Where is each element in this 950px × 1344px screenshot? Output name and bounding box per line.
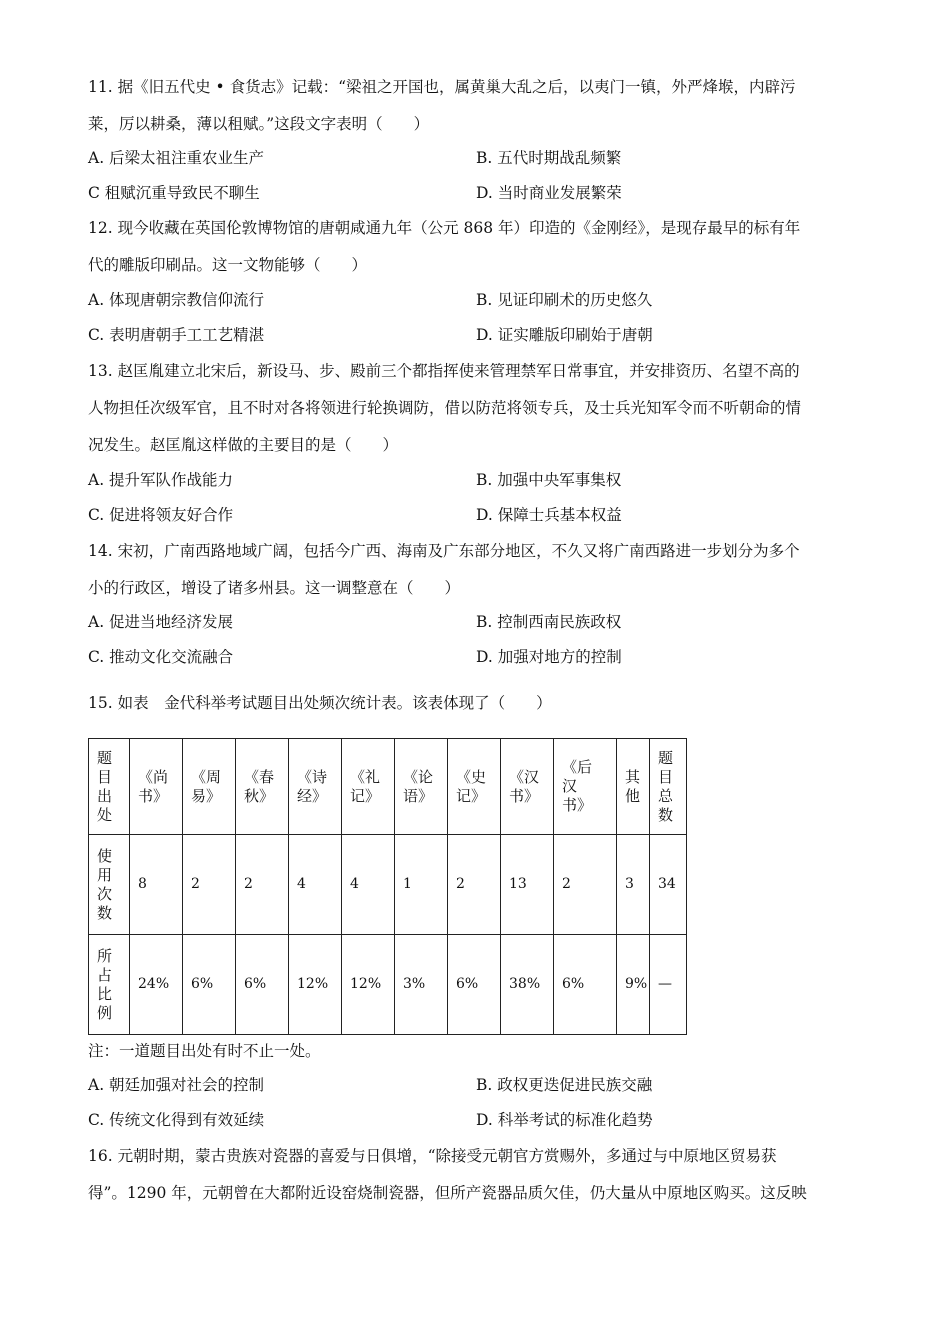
table-row-label: 所占比例 [97, 946, 113, 1022]
table-cell: 9% [617, 935, 650, 1035]
table-cell: 12% [289, 935, 342, 1035]
q11-option-c: C 租赋沉重导致民不聊生 [88, 184, 260, 202]
table-header-row [89, 739, 687, 835]
table-cell: 4 [342, 835, 395, 935]
table-cell: 38% [501, 935, 554, 1035]
table-header-cell: 《诗经》 [297, 767, 328, 805]
table-header-cell: 《春秋》 [244, 767, 275, 805]
table-cell: 2 [554, 835, 617, 935]
q13-option-c: C. 促进将领友好合作 [88, 506, 234, 524]
q12-option-a: A. 体现唐朝宗教信仰流行 [88, 291, 265, 309]
q11-option-a: A. 后梁太祖注重农业生产 [88, 149, 265, 167]
table-header-cell: 题目出处 [97, 748, 113, 824]
table-cell: 3% [395, 935, 448, 1035]
table-row-usage [89, 835, 687, 935]
q14-stem-line1: 14. 宋初，广南西路地域广阔，包括今广西、海南及广东部分地区，不久又将广南西路进一步划分为多个 [88, 542, 800, 560]
q11-option-d: D. 当时商业发展繁荣 [476, 184, 622, 202]
table-row-ratio [89, 935, 687, 1035]
table-cell: 4 [289, 835, 342, 935]
q11-stem-line1: 11. 据《旧五代史 • 食货志》记载：“梁祖之开国也，属黄巢大乱之后，以夷门一镇，外严烽堠，内辟污 [88, 78, 796, 96]
table-cell: 1 [395, 835, 448, 935]
q14-option-a: A. 促进当地经济发展 [88, 613, 234, 631]
table-header-cell: 其他 [625, 767, 641, 805]
q11-stem-line2: 莱，厉以耕桑，薄以租赋。”这段文字表明（ ） [88, 115, 430, 133]
q12-option-b: B. 见证印刷术的历史悠久 [476, 291, 653, 309]
q12-stem-line2: 代的雕版印刷品。这一文物能够（ ） [88, 256, 368, 274]
table-header-cell: 《汉书》 [509, 767, 540, 805]
frequency-table [88, 738, 687, 1035]
q15-option-b: B. 政权更迭促进民族交融 [476, 1076, 653, 1094]
q15-option-a: A. 朝廷加强对社会的控制 [88, 1076, 265, 1094]
table-header-cell: 《史记》 [456, 767, 487, 805]
table-header-cell: 题目总数 [658, 748, 674, 824]
q13-option-a: A. 提升军队作战能力 [88, 471, 234, 489]
table-cell: 34 [650, 835, 687, 935]
table-header-cell: 《周易》 [191, 767, 222, 805]
table-header-cell: 《尚书》 [138, 767, 169, 805]
q13-option-b: B. 加强中央军事集权 [476, 471, 622, 489]
q14-stem-line2: 小的行政区，增设了诸多州县。这一调整意在（ ） [88, 579, 461, 597]
table-header-cell: 《礼记》 [350, 767, 381, 805]
table-cell: 3 [617, 835, 650, 935]
q12-stem-line1: 12. 现今收藏在英国伦敦博物馆的唐朝咸通九年（公元 868 年）印造的《金刚经》，是现存最早的标有年 [88, 219, 801, 237]
q13-option-d: D. 保障士兵基本权益 [476, 506, 622, 524]
table-header-cell: 《论语》 [403, 767, 434, 805]
q16-stem-line1: 16. 元朝时期，蒙古贵族对瓷器的喜爱与日俱增，“除接受元朝官方赏赐外，多通过与中原地区贸易获 [88, 1147, 777, 1165]
table-cell: 6% [554, 935, 617, 1035]
table-cell: 6% [236, 935, 289, 1035]
table-cell: 6% [448, 935, 501, 1035]
table-cell: — [650, 935, 687, 1035]
q14-option-d: D. 加强对地方的控制 [476, 648, 622, 666]
q14-option-c: C. 推动文化交流融合 [88, 648, 234, 666]
q12-option-c: C. 表明唐朝手工工艺精湛 [88, 326, 265, 344]
q12-option-d: D. 证实雕版印刷始于唐朝 [476, 326, 653, 344]
q15-option-d: D. 科举考试的标准化趋势 [476, 1111, 653, 1129]
q11-option-b: B. 五代时期战乱频繁 [476, 149, 622, 167]
q13-stem-line1: 13. 赵匡胤建立北宋后，新设马、步、殿前三个都指挥使来管理禁军日常事宜，并安排资历、名望不高的 [88, 362, 800, 380]
q14-option-b: B. 控制西南民族政权 [476, 613, 622, 631]
q15-option-c: C. 传统文化得到有效延续 [88, 1111, 265, 1129]
table-row-label: 使用次数 [97, 846, 113, 922]
table-header-cell: 《后汉书》 [562, 758, 593, 814]
q13-stem-line2: 人物担任次级军官，且不时对各将领进行轮换调防，借以防范将领专兵，及士兵光知军令而不听朝命的情 [88, 399, 802, 417]
table-cell: 12% [342, 935, 395, 1035]
q16-stem-line2: 得”。1290 年，元朝曾在大都附近设窑烧制瓷器，但所产瓷器品质欠佳，仍大量从中原地区购买。这反映 [88, 1184, 807, 1202]
table-cell: 6% [183, 935, 236, 1035]
q13-stem-line3: 况发生。赵匡胤这样做的主要目的是（ ） [88, 436, 399, 454]
table-cell: 13 [501, 835, 554, 935]
table-cell: 2 [236, 835, 289, 935]
table-cell: 8 [130, 835, 183, 935]
q15-stem-line1: 15. 如表 金代科举考试题目出处频次统计表。该表体现了（ ） [88, 694, 552, 712]
q15-note: 注：一道题目出处有时不止一处。 [88, 1042, 321, 1060]
table-cell: 2 [183, 835, 236, 935]
table-cell: 24% [130, 935, 183, 1035]
table-cell: 2 [448, 835, 501, 935]
